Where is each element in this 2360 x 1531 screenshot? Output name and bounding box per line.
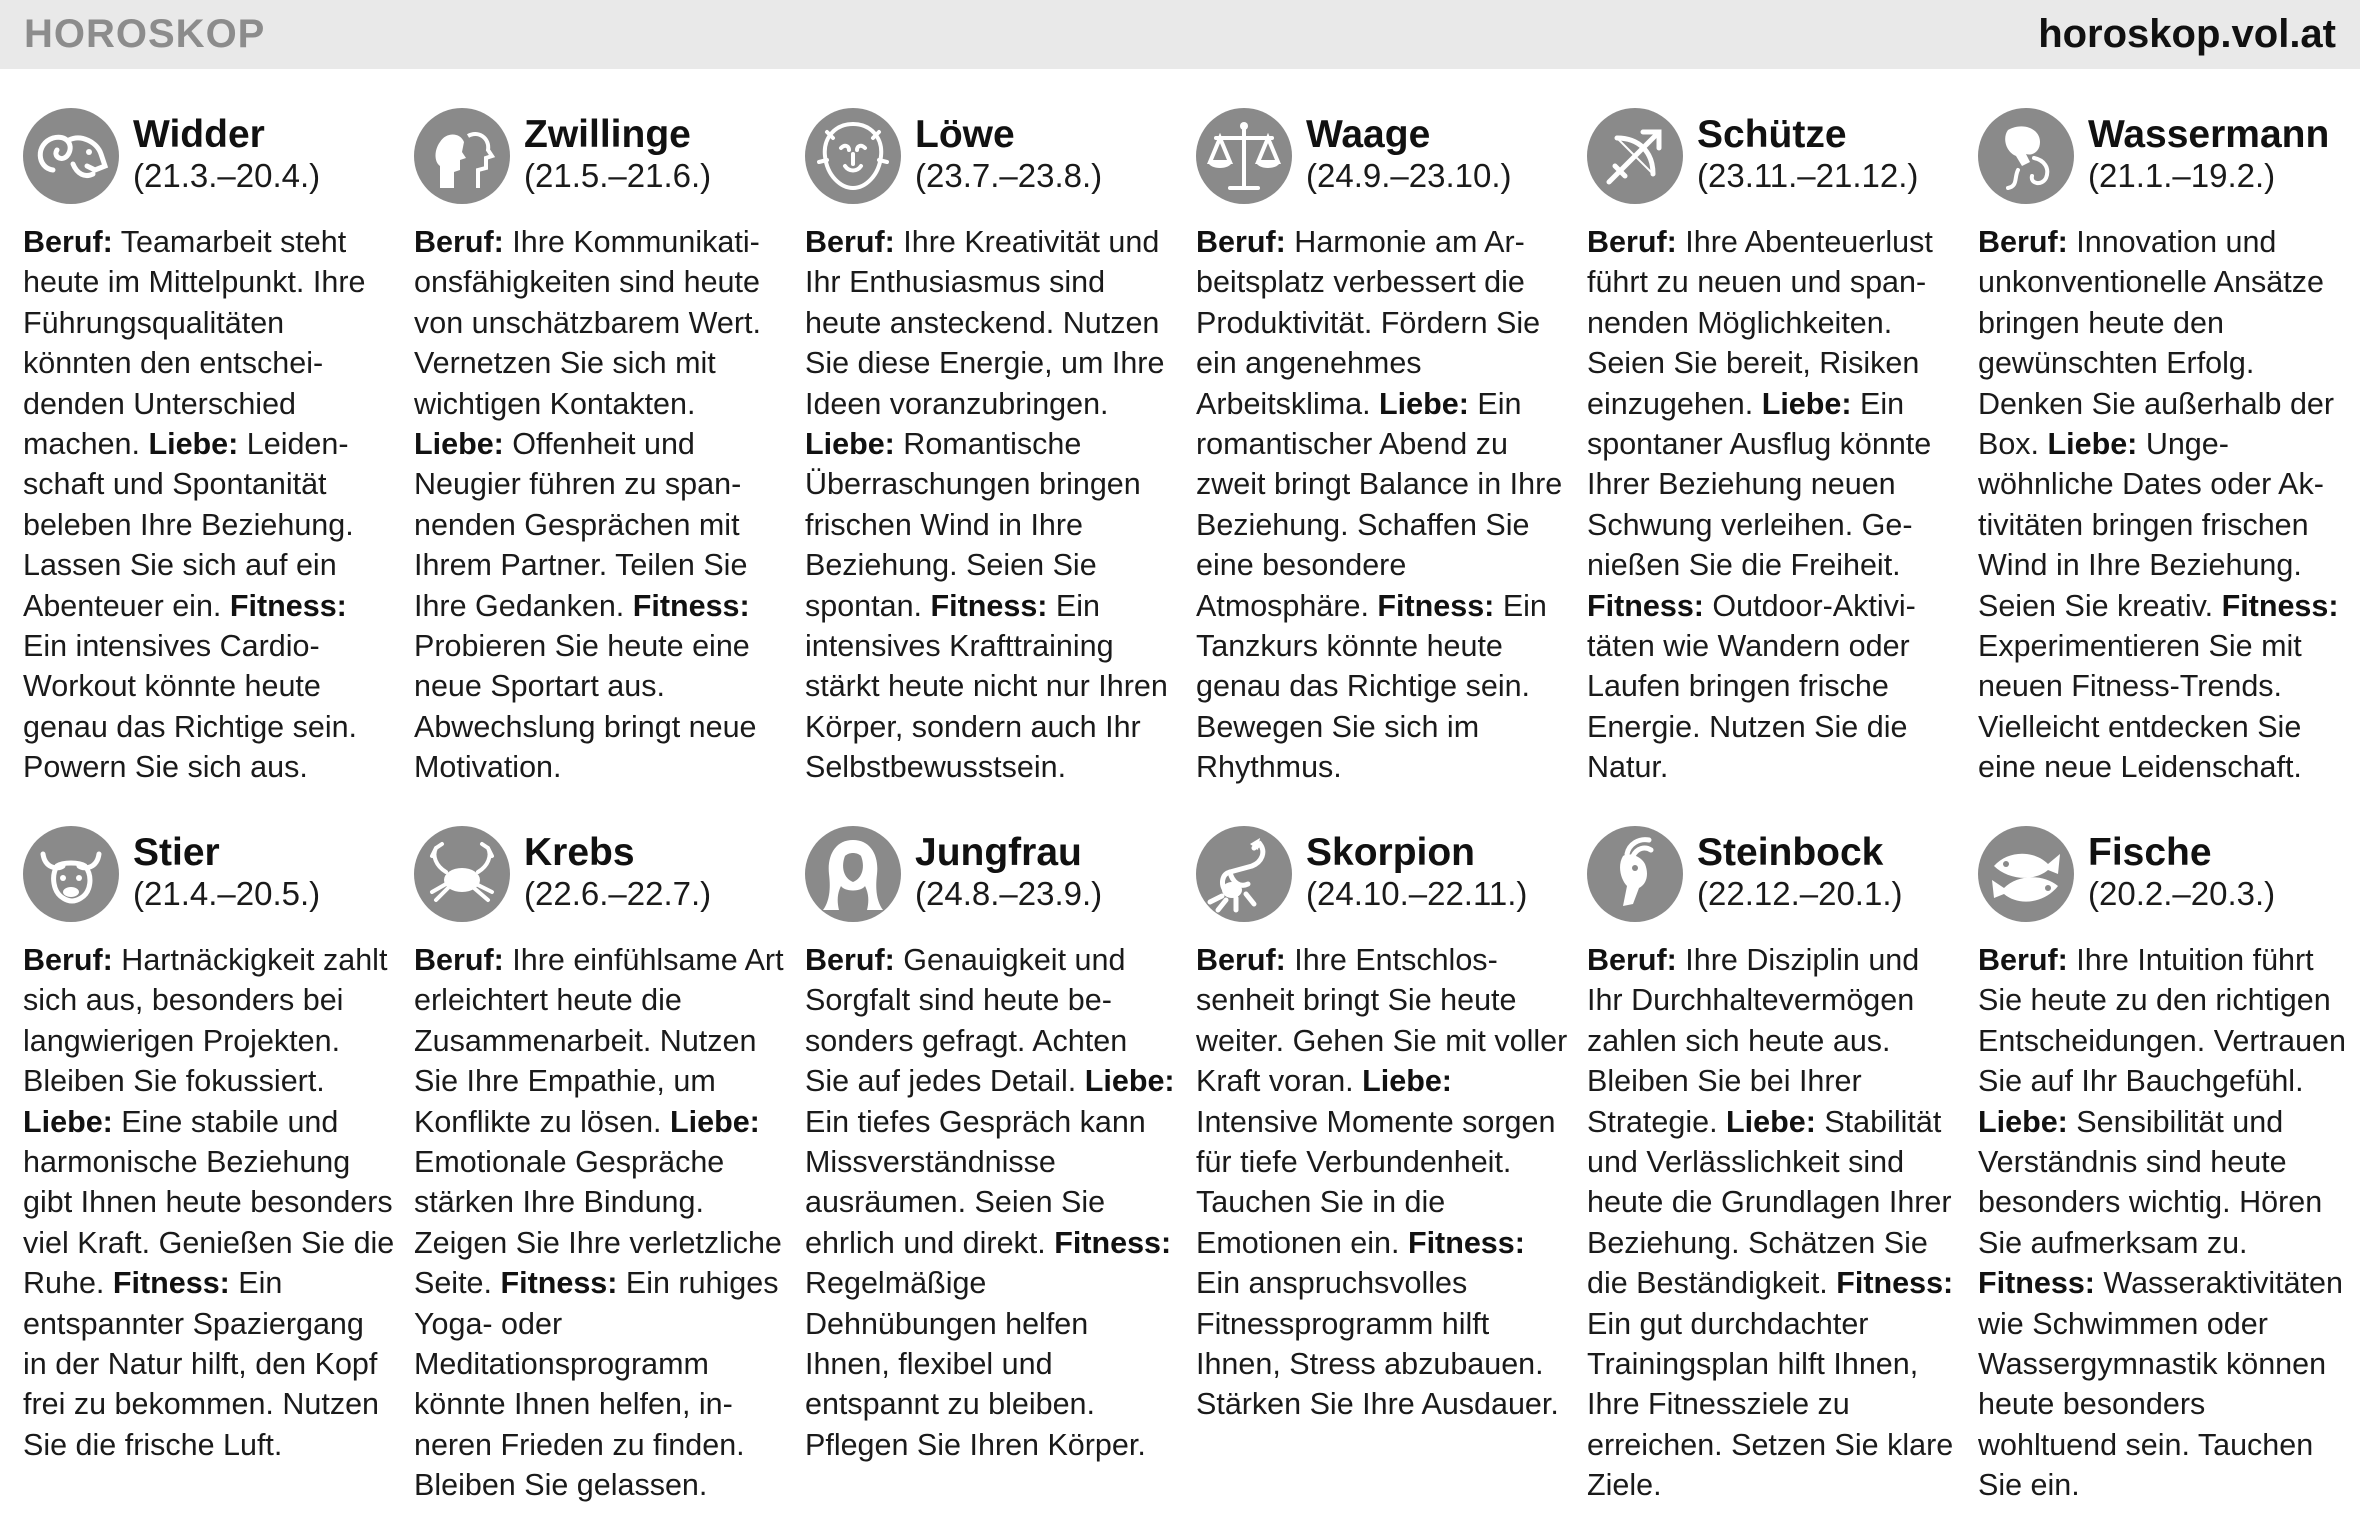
scorpion-icon <box>1196 826 1292 922</box>
water-bearer-icon <box>1978 108 2074 204</box>
section-label: Fitness: <box>500 1266 618 1301</box>
sign-name: Skorpion <box>1306 831 1476 874</box>
sign-forecast <box>1196 222 1568 788</box>
section-text: Ungewöhnliche Dates oder Aktivitäten bringen frischen Wind in Ihre Beziehung. Seien Sie kreativ. <box>1978 427 2324 623</box>
section-label: Fitness: <box>1587 588 1704 623</box>
horoscope-stier <box>23 826 395 1520</box>
page-title: HOROSKOP <box>24 12 266 56</box>
section-label: Fitness: <box>2221 588 2339 623</box>
sign-header <box>23 108 395 218</box>
sign-dates: (20.2.–20.3.) <box>2088 875 2276 912</box>
section-label: Liebe: <box>414 427 504 462</box>
section-text: Ihre Disziplin und Ihr Durchhaltevermögen zahlen sich heute aus. Bleiben Sie bei Ihrer Strategie. <box>1587 943 1920 1139</box>
section-text: Ein spontaner Ausflug könnte Ihrer Beziehung neuen Schwung verleihen. Genießen Sie die Freiheit. <box>1587 386 1932 583</box>
section-text: Ihre Abenteuerlust führt zu neuen und spannenden Möglichkeiten. Seien Sie bereit, Risiken einzugehen. <box>1587 225 1933 421</box>
section-label: Liebe: <box>1379 386 1469 421</box>
horoscope-wassermann <box>1978 108 2350 802</box>
sign-header <box>805 108 1177 218</box>
section-text: Hartnäckigkeit zahlt sich aus, besonders bei langwierigen Projekten. Bleiben Sie fokussiert. <box>23 943 388 1099</box>
section-text: Regelmäßige Dehnübungen helfen Ihnen, flexibel und entspannt zu bleiben. Pflegen Sie Ihren Körper. <box>805 1266 1146 1462</box>
sign-title <box>1697 108 1918 196</box>
section-label: Fitness: <box>1377 588 1495 623</box>
sign-header <box>414 826 786 936</box>
section-text: Offenheit und Neugier führen zu spannenden Gesprächen mit Ihrem Partner. Teilen Sie Ihre Gedanken. <box>414 427 748 623</box>
section-text: Intensive Momente sorgen für tiefe Verbundenheit. Tauchen Sie in die Emotionen ein. <box>1196 1104 1556 1260</box>
goat-icon <box>1587 826 1683 922</box>
section-label: Beruf: <box>1978 943 2068 977</box>
scales-icon <box>1196 108 1292 204</box>
sign-name: Zwillinge <box>524 113 691 156</box>
sign-forecast <box>805 940 1177 1465</box>
section-label: Liebe: <box>148 427 239 462</box>
sign-header <box>414 108 786 218</box>
sign-title <box>915 108 1102 196</box>
sign-title <box>524 108 711 196</box>
sign-name: Schütze <box>1697 113 1847 156</box>
sign-dates: (24.10.–22.11.) <box>1306 875 1528 912</box>
horoscope-fische <box>1978 826 2350 1520</box>
horoscope-skorpion <box>1196 826 1568 1520</box>
section-text: Ein anspruchsvolles Fitnessprogramm hilft Ihnen, Stress abzubauen. Stärken Sie Ihre Ausdauer. <box>1196 1266 1559 1422</box>
sign-header <box>1978 108 2350 218</box>
page-header <box>0 0 2360 69</box>
section-text: Ein romantischer Abend zu zweit bringt Balance in Ihre Beziehung. Schaffen Sie eine besondere Atmosphäre. <box>1196 386 1563 623</box>
horoscope-grid <box>23 108 2353 1520</box>
sign-title <box>2088 826 2275 914</box>
section-label: Fitness: <box>1407 1225 1525 1260</box>
section-label: Beruf: <box>1587 943 1677 977</box>
sign-forecast <box>414 940 786 1506</box>
horoscope-loewe <box>805 108 1177 802</box>
sign-title <box>1306 108 1511 196</box>
section-label: Beruf: <box>1587 225 1677 259</box>
sign-header <box>1196 108 1568 218</box>
section-text: Ein Tanzkurs könnte heute genau das Richtige sein. Bewegen Sie sich im Rhythmus. <box>1196 588 1547 785</box>
sign-title <box>915 826 1102 914</box>
lion-icon <box>805 108 901 204</box>
section-label: Liebe: <box>1362 1064 1452 1099</box>
section-label: Beruf: <box>1978 225 2068 259</box>
section-text: Stabilität und Verlässlichkeit sind heute die Grundlagen Ihrer Beziehung. Schätzen Sie die Beständigkeit. <box>1587 1104 1952 1301</box>
section-label: Beruf: <box>1196 225 1286 259</box>
section-label: Beruf: <box>1196 943 1286 977</box>
sign-name: Löwe <box>915 113 1015 156</box>
sign-forecast <box>23 222 395 788</box>
section-label: Fitness: <box>632 588 750 623</box>
section-label: Beruf: <box>414 943 504 977</box>
section-text: Eine stabile und harmonische Beziehung gibt Ihnen heute besonders viel Kraft. Genießen Sie die Ruhe. <box>23 1104 395 1301</box>
section-text: Ein intensives Cardio-Workout könnte heute genau das Richtige sein. Powern Sie sich aus. <box>23 629 358 785</box>
section-text: Wasseraktivitäten wie Schwimmen oder Wassergymnastik können heute besonders wohltuend sein. Tauchen Sie ein. <box>1978 1266 2343 1503</box>
sign-title <box>2088 108 2329 196</box>
sign-forecast <box>23 940 395 1465</box>
section-text: Sensibilität und Verständnis sind heute besonders wichtig. Hören Sie aufmerksam zu. <box>1978 1104 2323 1260</box>
section-text: Harmonie am Arbeitsplatz verbessert die Produktivität. Fördern Sie ein angenehmes Arbeitsklima. <box>1196 225 1541 421</box>
sign-forecast <box>414 222 786 788</box>
horoscope-steinbock <box>1587 826 1959 1520</box>
sign-dates: (24.9.–23.10.) <box>1306 157 1512 194</box>
section-label: Beruf: <box>805 943 895 977</box>
section-text: Probieren Sie heute eine neue Sportart aus. Abwechslung bringt neue Motivation. <box>414 629 757 785</box>
sign-header <box>1196 826 1568 936</box>
sign-title <box>1306 826 1527 914</box>
section-label: Fitness: <box>1978 1266 2095 1301</box>
section-text: Ein tiefes Gespräch kann Missverständnisse ausräumen. Seien Sie ehrlich und direkt. <box>805 1104 1146 1260</box>
sign-forecast <box>1587 222 1959 788</box>
sign-name: Krebs <box>524 831 635 874</box>
sign-name: Widder <box>133 113 265 156</box>
section-label: Liebe: <box>805 427 895 462</box>
section-label: Fitness: <box>930 588 1048 623</box>
section-text: Genauigkeit und Sorgfalt sind heute besonders gefragt. Achten Sie auf jedes Detail. <box>805 943 1128 1099</box>
sign-dates: (22.6.–22.7.) <box>524 875 712 912</box>
section-label: Beruf: <box>23 225 113 259</box>
sign-dates: (21.3.–20.4.) <box>133 157 321 194</box>
sign-forecast <box>1587 940 1959 1506</box>
section-text: Ihre Kreativität und Ihr Enthusiasmus sind heute ansteckend. Nutzen Sie diese Energie, um Ihre Ideen voranzubringen. <box>805 225 1165 421</box>
section-label: Liebe: <box>1978 1104 2068 1139</box>
sign-name: Wassermann <box>2088 113 2330 156</box>
sign-forecast <box>1978 222 2350 788</box>
section-label: Fitness: <box>1054 1225 1172 1260</box>
horoscope-schuetze <box>1587 108 1959 802</box>
ram-icon <box>23 108 119 204</box>
section-label: Fitness: <box>112 1266 230 1301</box>
section-text: Ihre Intuition führt Sie heute zu den richtigen Entscheidungen. Vertrauen Sie auf Ihr Bauchgefühl. <box>1978 943 2346 1099</box>
sign-header <box>805 826 1177 936</box>
horoscope-zwillinge <box>414 108 786 802</box>
sign-dates: (22.12.–20.1.) <box>1697 875 1903 912</box>
section-text: Ihre Entschlossenheit bringt Sie heute weiter. Gehen Sie mit voller Kraft voran. <box>1196 943 1568 1099</box>
sign-header <box>23 826 395 936</box>
section-text: Ihre einfühlsame Art erleichtert heute die Zusammenarbeit. Nutzen Sie Ihre Empathie, um Konflikte zu lösen. <box>414 943 784 1139</box>
sign-dates: (23.11.–21.12.) <box>1697 157 1919 194</box>
section-text: Ein intensives Krafttraining stärkt heute nicht nur Ihren Körper, sondern auch Ihr Selbstbewusstsein. <box>805 588 1168 785</box>
section-text: Ein gut durchdachter Trainingsplan hilft Ihnen, Ihre Fitnessziele zu erreichen. Setzen Sie klare Ziele. <box>1587 1306 1954 1503</box>
sign-name: Waage <box>1306 113 1431 156</box>
sign-dates: (21.4.–20.5.) <box>133 875 321 912</box>
bull-icon <box>23 826 119 922</box>
sign-title <box>133 826 320 914</box>
sign-name: Jungfrau <box>915 831 1082 874</box>
section-label: Beruf: <box>23 943 113 977</box>
section-text: Ihre Kommunikationsfähigkeiten sind heute von unschätzbarem Wert. Vernetzen Sie sich mit wichtigen Kontakten. <box>414 225 761 421</box>
virgin-icon <box>805 826 901 922</box>
section-label: Liebe: <box>1726 1104 1816 1139</box>
horoscope-jungfrau <box>805 826 1177 1520</box>
section-text: Ein ruhiges Yoga- oder Meditationsprogramm könnte Ihnen helfen, inneren Frieden zu finden. Bleiben Sie gelassen. <box>414 1266 779 1503</box>
section-label: Fitness: <box>229 588 347 623</box>
crab-icon <box>414 826 510 922</box>
sign-dates: (24.8.–23.9.) <box>915 875 1103 912</box>
archer-icon <box>1587 108 1683 204</box>
section-text: Experimentieren Sie mit neuen Fitness-Trends. Vielleicht entdecken Sie eine neue Leidenschaft. <box>1978 629 2302 785</box>
section-label: Fitness: <box>1836 1266 1954 1301</box>
sign-name: Stier <box>133 831 220 874</box>
horoscope-krebs <box>414 826 786 1520</box>
section-text: Teamarbeit steht heute im Mittelpunkt. Ihre Führungsqualitäten könnten den entscheidenden Unterschied machen. <box>23 225 366 462</box>
section-text: Leidenschaft und Spontanität beleben Ihre Beziehung. Lassen Sie sich auf ein Abenteuer ein. <box>23 427 354 623</box>
section-label: Beruf: <box>414 225 504 259</box>
section-text: Ein entspannter Spaziergang in der Natur hilft, den Kopf frei zu bekommen. Nutzen Sie die frische Luft. <box>23 1266 379 1462</box>
sign-dates: (21.5.–21.6.) <box>524 157 712 194</box>
sign-name: Fische <box>2088 831 2212 874</box>
sign-forecast <box>1196 940 1568 1425</box>
fish-icon <box>1978 826 2074 922</box>
horoscope-waage <box>1196 108 1568 802</box>
sign-dates: (21.1.–19.2.) <box>2088 157 2276 194</box>
sign-title <box>1697 826 1902 914</box>
sign-header <box>1587 826 1959 936</box>
sign-dates: (23.7.–23.8.) <box>915 157 1103 194</box>
section-label: Liebe: <box>670 1104 760 1139</box>
sign-forecast <box>1978 940 2350 1506</box>
section-text: Romantische Überraschungen bringen frischen Wind in Ihre Beziehung. Seien Sie spontan. <box>805 427 1141 623</box>
section-text: Outdoor-Aktivitäten wie Wandern oder Laufen bringen frische Energie. Nutzen Sie die Natur. <box>1587 588 1916 785</box>
section-label: Beruf: <box>805 225 895 259</box>
section-text: Emotionale Gespräche stärken Ihre Bindung. Zeigen Sie Ihre verletzliche Seite. <box>414 1145 782 1301</box>
sign-name: Steinbock <box>1697 831 1884 874</box>
twins-icon <box>414 108 510 204</box>
sign-forecast <box>805 222 1177 788</box>
sign-title <box>524 826 711 914</box>
sign-title <box>133 108 320 196</box>
horoscope-widder <box>23 108 395 802</box>
section-label: Liebe: <box>1084 1064 1175 1099</box>
sign-header <box>1978 826 2350 936</box>
site-url: horoskop.vol.at <box>2038 12 2336 56</box>
section-label: Liebe: <box>23 1104 113 1139</box>
section-label: Liebe: <box>2047 427 2138 462</box>
section-label: Liebe: <box>1761 386 1852 421</box>
section-text: Innovation und unkonventionelle Ansätze bringen heute den gewünschten Erfolg. Denken Sie außerhalb der Box. <box>1978 225 2335 462</box>
sign-header <box>1587 108 1959 218</box>
